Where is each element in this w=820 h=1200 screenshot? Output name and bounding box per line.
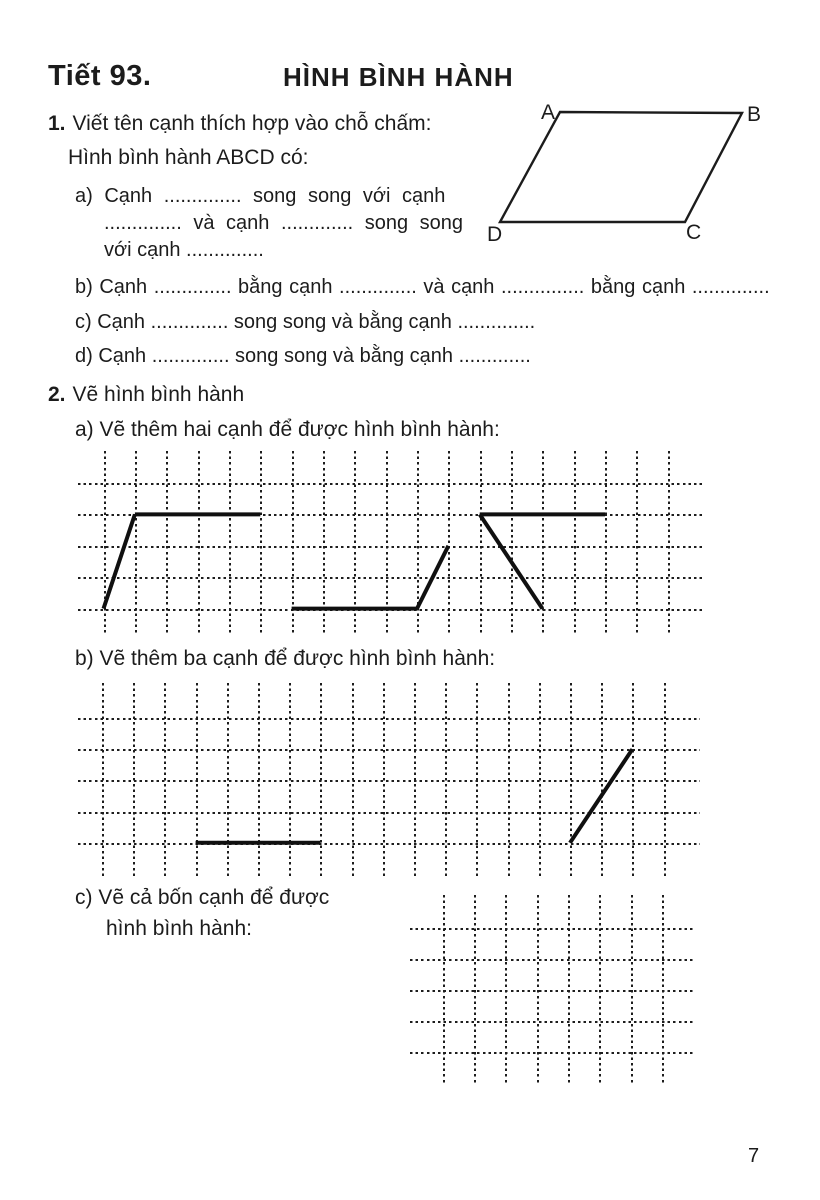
question-1-intro: Hình bình hành ABCD có: xyxy=(68,146,309,169)
grid-a-vline xyxy=(511,451,513,636)
grid-a-vline xyxy=(448,451,450,636)
grid-b-hline xyxy=(78,843,700,845)
item-a-line3: với cạnh .............. xyxy=(104,239,264,261)
grid-a-given-segment xyxy=(104,514,135,608)
grid-a-given-segment xyxy=(417,546,448,609)
item-b: b) Cạnh .............. bằng cạnh .............. và cạnh ............... bằng cạnh .............. xyxy=(75,276,770,298)
item-a-line1: a) Cạnh .............. song song với cạnh xyxy=(75,185,446,207)
grid-b-vline xyxy=(133,683,135,876)
grid-c-hline xyxy=(410,1052,693,1054)
grid-a-vline xyxy=(417,451,419,636)
grid-b-hline xyxy=(78,749,700,751)
question-2c-label-line2: hình bình hành: xyxy=(106,917,252,940)
item-a-line2: .............. và cạnh ............. song song xyxy=(104,212,464,234)
grid-b-vline xyxy=(320,683,322,876)
grid-c-vline xyxy=(474,895,476,1083)
grid-a-vline xyxy=(323,451,325,636)
question-2-prompt xyxy=(48,383,244,407)
vertex-label-B: B xyxy=(747,103,762,126)
question-2a-label: a) Vẽ thêm hai cạnh để được hình bình hành: xyxy=(75,418,500,441)
grid-a-vline xyxy=(292,451,294,636)
question-1-text: Viết tên cạnh thích hợp vào chỗ chấm: xyxy=(72,112,432,135)
grid-b-vline xyxy=(289,683,291,876)
grid-a-vline xyxy=(104,451,106,636)
vertex-label-C: C xyxy=(686,221,702,244)
grid-b-vline xyxy=(508,683,510,876)
grid-a-vline xyxy=(542,451,544,636)
grid-b-vline xyxy=(164,683,166,876)
grid-a-vline xyxy=(605,451,607,636)
question-1-prompt xyxy=(48,112,431,136)
grid-c-hline xyxy=(410,1021,693,1023)
question-1-number: 1. xyxy=(48,112,66,135)
grid-a-vline xyxy=(636,451,638,636)
grid-a-vline xyxy=(229,451,231,636)
grid-c-vline xyxy=(599,895,601,1083)
question-2c-label-line1: c) Vẽ cả bốn cạnh để được xyxy=(75,886,330,909)
item-c: c) Cạnh .............. song song và bằng cạnh .............. xyxy=(75,311,536,333)
grid-b-vline xyxy=(664,683,666,876)
grid-a-vline xyxy=(260,451,262,636)
grid-c-vline xyxy=(537,895,539,1083)
grid-c-vline xyxy=(631,895,633,1083)
grid-b-hline xyxy=(78,812,700,814)
grid-a-vline xyxy=(386,451,388,636)
grid-a-vline xyxy=(480,451,482,636)
question-2b-label: b) Vẽ thêm ba cạnh để được hình bình hành: xyxy=(75,647,496,670)
grid-c-vline xyxy=(568,895,570,1083)
grid-b-vline xyxy=(570,683,572,876)
grid-c-vline xyxy=(662,895,664,1083)
grid-b-vline xyxy=(601,683,603,876)
grid-b-vline xyxy=(476,683,478,876)
lesson-number: Tiết 93. xyxy=(48,60,152,92)
grid-b-vline xyxy=(227,683,229,876)
grid-a-vline xyxy=(668,451,670,636)
grid-b-given-segment xyxy=(570,749,632,843)
grid-c-hline xyxy=(410,928,693,930)
grid-b-vline xyxy=(539,683,541,876)
grid-a-hline xyxy=(78,609,703,611)
grid-b-vline xyxy=(414,683,416,876)
grid-b-vline xyxy=(258,683,260,876)
grid-a-given-segment xyxy=(480,514,543,608)
question-2-number: 2. xyxy=(48,383,66,406)
grid-c-hline xyxy=(410,959,693,961)
grid-a-hline xyxy=(78,546,703,548)
grid-b-vline xyxy=(383,683,385,876)
grid-b-vline xyxy=(632,683,634,876)
grid-a-vline xyxy=(198,451,200,636)
grid-a-vline xyxy=(166,451,168,636)
grid-a-hline xyxy=(78,514,703,516)
item-d: d) Cạnh .............. song song và bằng cạnh ............. xyxy=(75,345,531,367)
grid-b-vline xyxy=(352,683,354,876)
grid-c-hline xyxy=(410,990,693,992)
grid-b-vline xyxy=(196,683,198,876)
grid-a-hline xyxy=(78,577,703,579)
parallelogram-abcd xyxy=(500,112,742,222)
question-2-text: Vẽ hình bình hành xyxy=(72,383,245,406)
vertex-label-A: A xyxy=(540,101,555,124)
grid-b-hline xyxy=(78,718,700,720)
vertex-label-D: D xyxy=(487,223,503,246)
grid-b-vline xyxy=(445,683,447,876)
grid-a-vline xyxy=(574,451,576,636)
page-title: HÌNH BÌNH HÀNH xyxy=(283,62,514,92)
grid-b-hline xyxy=(78,780,700,782)
page-number: 7 xyxy=(748,1145,760,1167)
grid-a-vline xyxy=(135,451,137,636)
grid-c-vline xyxy=(443,895,445,1083)
grid-a-hline xyxy=(78,483,703,485)
grid-c-vline xyxy=(505,895,507,1083)
grid-b-vline xyxy=(102,683,104,876)
grid-a-vline xyxy=(354,451,356,636)
